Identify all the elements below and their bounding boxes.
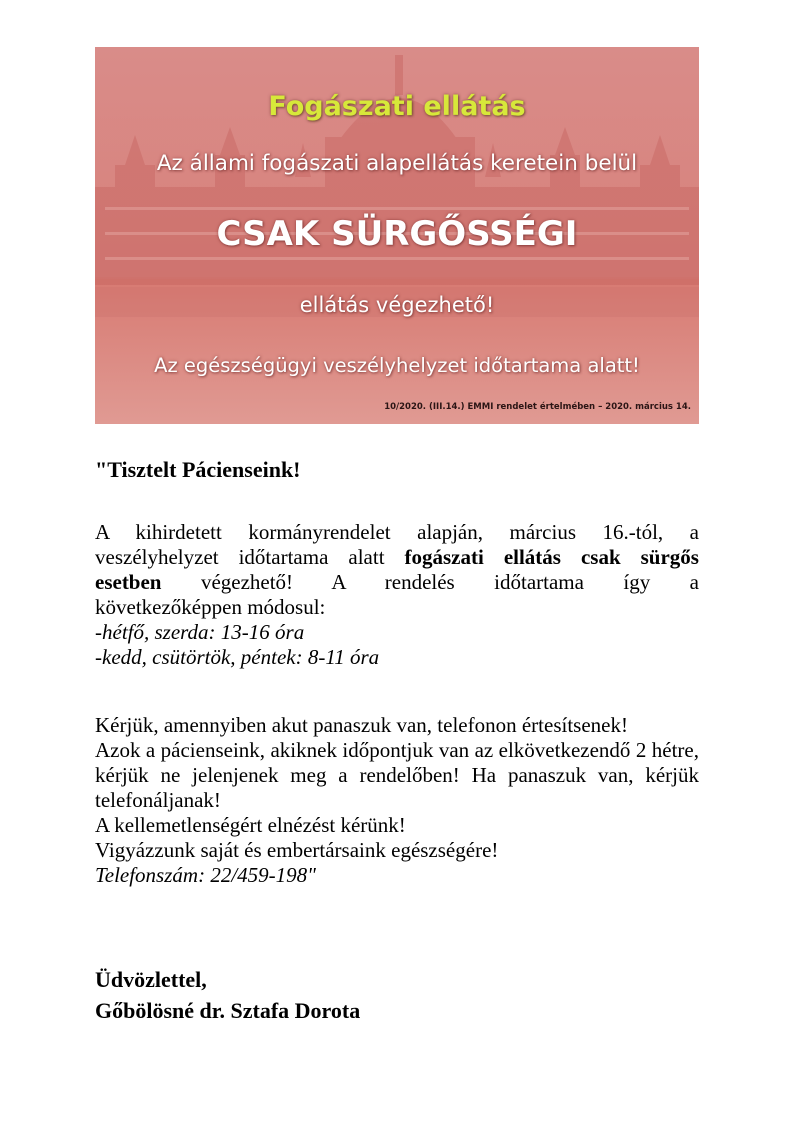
banner-title: Fogászati ellátás [268, 91, 526, 122]
letter-greeting: "Tisztelt Pácienseink! [95, 457, 301, 482]
banner-line-emergency: Az egészségügyi veszélyhelyzet időtartama alatt! [154, 354, 640, 377]
office-hours-mon-wed: -hétfő, szerda: 13-16 óra [95, 620, 305, 644]
office-hours-tue-thu-fri: -kedd, csütörtök, péntek: 8-11 óra [95, 645, 380, 669]
signature-name: Gőbölösné dr. Sztafa Dorota [95, 998, 361, 1023]
announcement-text: veszélyhelyzet időtartama alatt [95, 545, 405, 569]
announcement-line-1: A kihirdetett kormányrendelet alapján, március 16.-tól, a [95, 520, 699, 544]
banner-headline: CSAK SÜRGŐSSÉGI [216, 214, 578, 254]
announcement-line-3 [95, 570, 699, 595]
announcement-emphasis-end: esetben [95, 570, 162, 594]
announcement-line-2 [95, 545, 699, 570]
instructions-appointments: Azok a pácienseink, akiknek időpontjuk van az elkövetkezendő 2 hétre, kérjük ne jelenjenek meg a rendelőben! Ha panaszuk van, kérjük telefonáljanak! [95, 738, 699, 812]
paragraph-announcement [95, 520, 699, 670]
paragraph-instructions [95, 713, 699, 888]
closing-salutation: Üdvözlettel, [95, 967, 207, 992]
banner-subtitle: Az állami fogászati alapellátás keretein belül [156, 151, 638, 176]
phone-number: Telefonszám: 22/459-198" [95, 863, 316, 887]
info-banner-image [95, 47, 699, 424]
banner-line-care: ellátás végezhető! [299, 293, 495, 317]
banner-footnote: 10/2020. (III.14.) EMMI rendelet értelmében – 2020. március 14. [384, 402, 691, 412]
announcement-emphasis: fogászati ellátás csak sürgős [404, 545, 699, 569]
instructions-apology: A kellemetlenségért elnézést kérünk! [95, 813, 406, 837]
announcement-line-4: következőképpen módosul: [95, 595, 326, 619]
instructions-health: Vigyázzunk saját és embertársaink egészségére! [95, 838, 499, 862]
instructions-line-1: Kérjük, amennyiben akut panaszuk van, telefonon értesítsenek! [95, 713, 628, 737]
announcement-text-rest: végezhető! A rendelés időtartama így a [161, 570, 699, 594]
